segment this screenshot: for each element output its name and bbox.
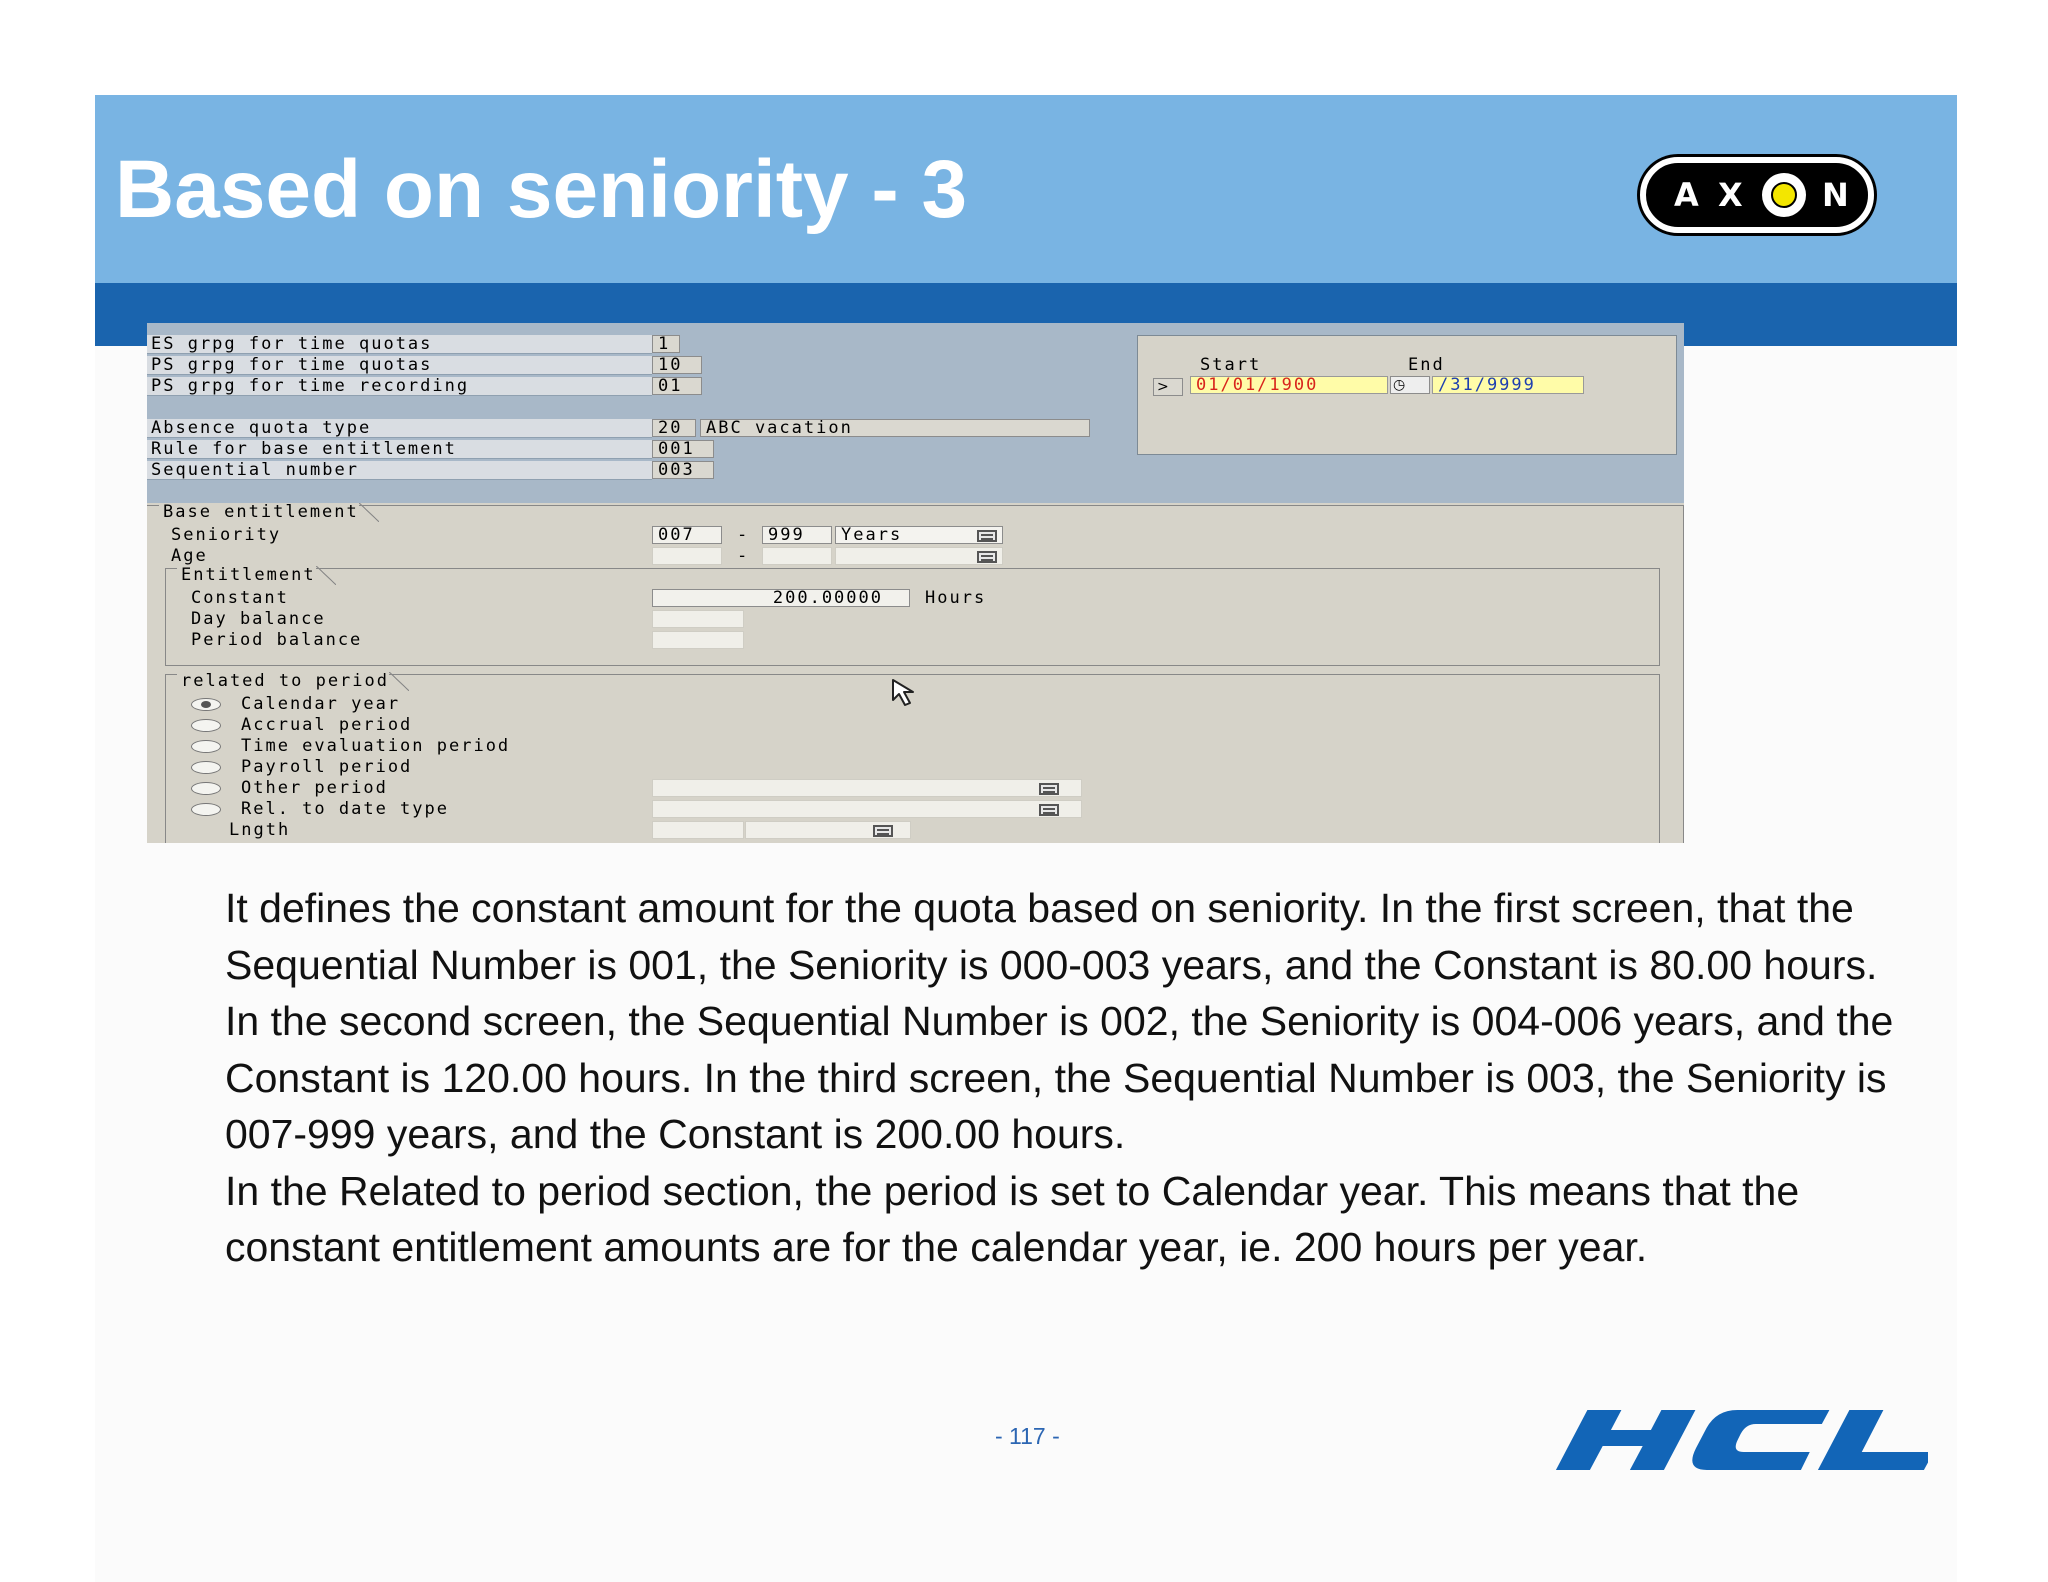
rule-base-entitlement-label: Rule for base entitlement (147, 440, 652, 459)
value-help-icon[interactable] (977, 530, 997, 542)
calendar-icon[interactable]: ◷ (1390, 376, 1430, 394)
validity-period-box (1137, 335, 1677, 455)
mouse-pointer-icon (891, 678, 927, 708)
other-period-label: Other period (241, 778, 388, 798)
start-label: Start (1200, 355, 1262, 375)
axon-logo-letter-n: N (1822, 176, 1849, 214)
es-grpg-label: ES grpg for time quotas (147, 335, 652, 354)
sequential-number-label: Sequential number (147, 461, 652, 480)
entitlement-title: Entitlement (177, 566, 316, 585)
day-balance-field[interactable] (652, 610, 744, 628)
other-period-field[interactable] (652, 779, 1082, 797)
radio-accrual-period[interactable] (191, 719, 221, 732)
age-from-field[interactable] (652, 547, 722, 565)
age-dash: - (737, 546, 750, 566)
rule-base-entitlement-field[interactable]: 001 (652, 440, 714, 458)
value-help-icon[interactable] (873, 825, 893, 837)
seniority-unit-field[interactable]: Years (835, 526, 1003, 544)
end-label: End (1408, 355, 1445, 375)
seniority-dash: - (737, 525, 750, 545)
explanation-paragraph-1: It defines the constant amount for the quota based on seniority. In the first screen, that the Sequential Number is 001, the Seniority is 000-003 years, and the Constant is 80.00 hours. In the second screen, the Sequential Number is 002, the Seniority is 004-006 years, and the Constant is 120.00 hours. In the third screen, the Sequential Number is 003, the Seniority is 007-999 years, and the Constant is 200.00 hours. (225, 885, 1894, 1157)
radio-time-evaluation-period[interactable] (191, 740, 221, 753)
length-label: Lngth (229, 820, 291, 840)
absence-quota-type-field[interactable]: 20 (652, 419, 696, 437)
period-balance-label: Period balance (191, 630, 363, 650)
rel-to-date-type-field[interactable] (652, 800, 1082, 818)
constant-unit: Hours (925, 588, 987, 608)
calendar-year-label: Calendar year (241, 694, 401, 714)
hcl-logo (1548, 1402, 1928, 1472)
base-entitlement-title: Base entitlement (159, 503, 359, 522)
value-help-icon[interactable] (1039, 783, 1059, 795)
explanation-paragraph-2: In the Related to period section, the period is set to Calendar year. This means that the constant entitlement amounts are for the calendar year, ie. 200 hours per year. (225, 1167, 1800, 1270)
payroll-period-label: Payroll period (241, 757, 413, 777)
radio-payroll-period[interactable] (191, 761, 221, 774)
axon-logo-o-icon (1762, 173, 1806, 217)
explanation-text (225, 880, 1905, 1276)
absence-quota-type-label: Absence quota type (147, 419, 652, 438)
absence-quota-type-text: ABC vacation (700, 419, 1090, 437)
sequential-number-field[interactable]: 003 (652, 461, 714, 479)
axon-logo (1640, 157, 1874, 233)
axon-logo-letter-x: X (1718, 176, 1743, 214)
end-date-field[interactable]: /31/9999 (1432, 376, 1584, 394)
radio-rel-to-date-type[interactable] (191, 803, 221, 816)
seniority-from-field[interactable]: 007 (652, 526, 722, 544)
ps-grpg-recording-field[interactable]: 01 (652, 377, 702, 395)
period-balance-field[interactable] (652, 631, 744, 649)
es-grpg-field[interactable]: 1 (652, 335, 680, 353)
ps-grpg-quotas-label: PS grpg for time quotas (147, 356, 652, 375)
seniority-label: Seniority (171, 525, 282, 545)
radio-other-period[interactable] (191, 782, 221, 795)
arrow-right-icon[interactable]: > (1153, 378, 1183, 396)
radio-calendar-year[interactable] (191, 698, 221, 711)
day-balance-label: Day balance (191, 609, 326, 629)
length-field[interactable] (652, 821, 744, 839)
entitlement-frame (165, 568, 1660, 666)
ps-grpg-quotas-field[interactable]: 10 (652, 356, 702, 374)
page-number: - 117 - (995, 1423, 1060, 1449)
time-evaluation-period-label: Time evaluation period (241, 736, 511, 756)
start-date-field[interactable]: 01/01/1900 (1190, 376, 1388, 394)
rel-to-date-type-label: Rel. to date type (241, 799, 449, 819)
accrual-period-label: Accrual period (241, 715, 413, 735)
ps-grpg-recording-label: PS grpg for time recording (147, 377, 652, 396)
sap-screenshot (147, 323, 1684, 843)
constant-field[interactable]: 200.00000 (652, 589, 910, 607)
axon-logo-letter-a: A (1674, 176, 1699, 214)
slide-title: Based on seniority - 3 (115, 144, 968, 235)
age-label: Age (171, 546, 208, 566)
constant-label: Constant (191, 588, 289, 608)
value-help-icon[interactable] (977, 551, 997, 563)
age-to-field[interactable] (762, 547, 832, 565)
seniority-to-field[interactable]: 999 (762, 526, 832, 544)
slide-header (95, 95, 1957, 283)
related-to-period-title: related to period (177, 672, 389, 691)
value-help-icon[interactable] (1039, 804, 1059, 816)
